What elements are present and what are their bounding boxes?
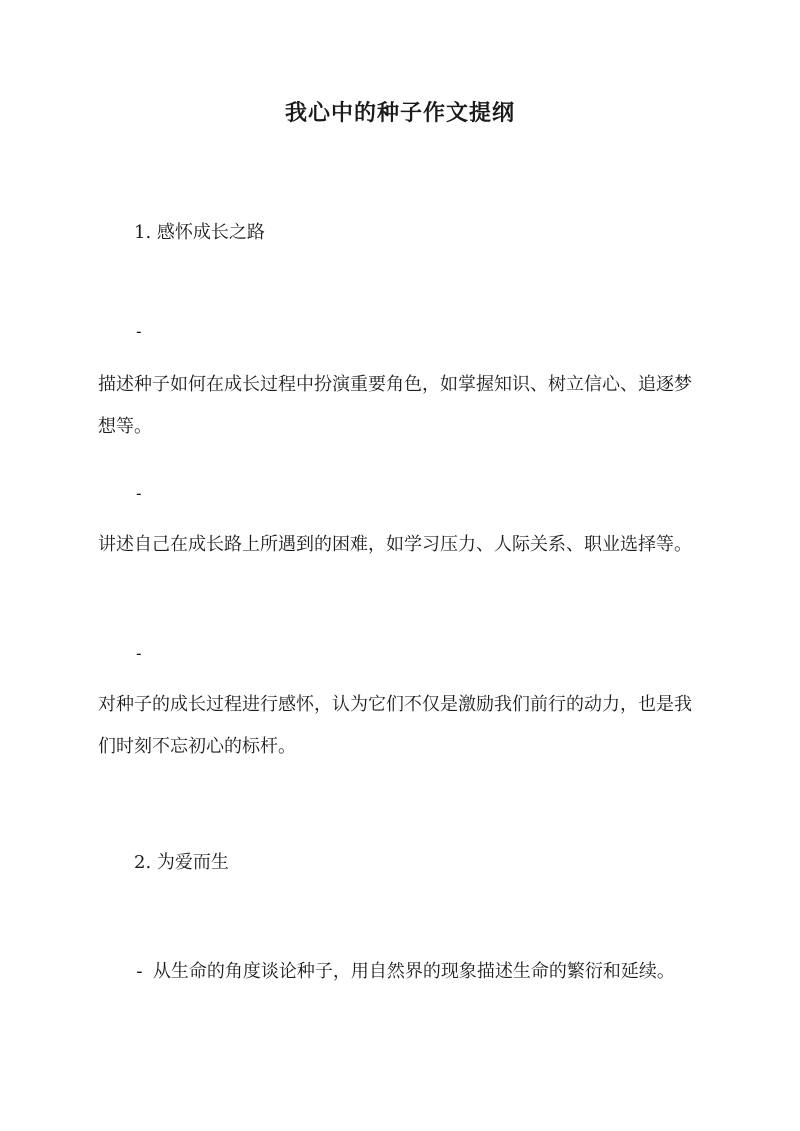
document-title: 我心中的种子作文提纲 [284, 100, 515, 126]
list-item-marker: - [134, 644, 144, 663]
list-item [134, 957, 675, 983]
list-item-marker: - [134, 484, 144, 503]
list-item-text: 讲述自己在成长路上所遇到的困难，如学习压力、人际关系、职业选择等。 [98, 534, 692, 555]
section-heading-1: 1. 感怀成长之路 [134, 222, 265, 243]
list-item-marker: - [134, 322, 144, 341]
list-item-text: 描述种子如何在成长过程中扮演重要角色，如掌握知识、树立信心、追逐梦想等。 [98, 374, 692, 437]
list-item-marker: - [134, 961, 145, 982]
list-item-text: 从生命的角度谈论种子，用自然界的现象描述生命的繁衍和延续。 [152, 961, 675, 982]
section-heading-2: 2. 为爱而生 [134, 852, 229, 873]
list-item-text: 对种子的成长过程进行感怀，认为它们不仅是激励我们前行的动力，也是我们时刻不忘初心的标杆。 [98, 694, 692, 757]
